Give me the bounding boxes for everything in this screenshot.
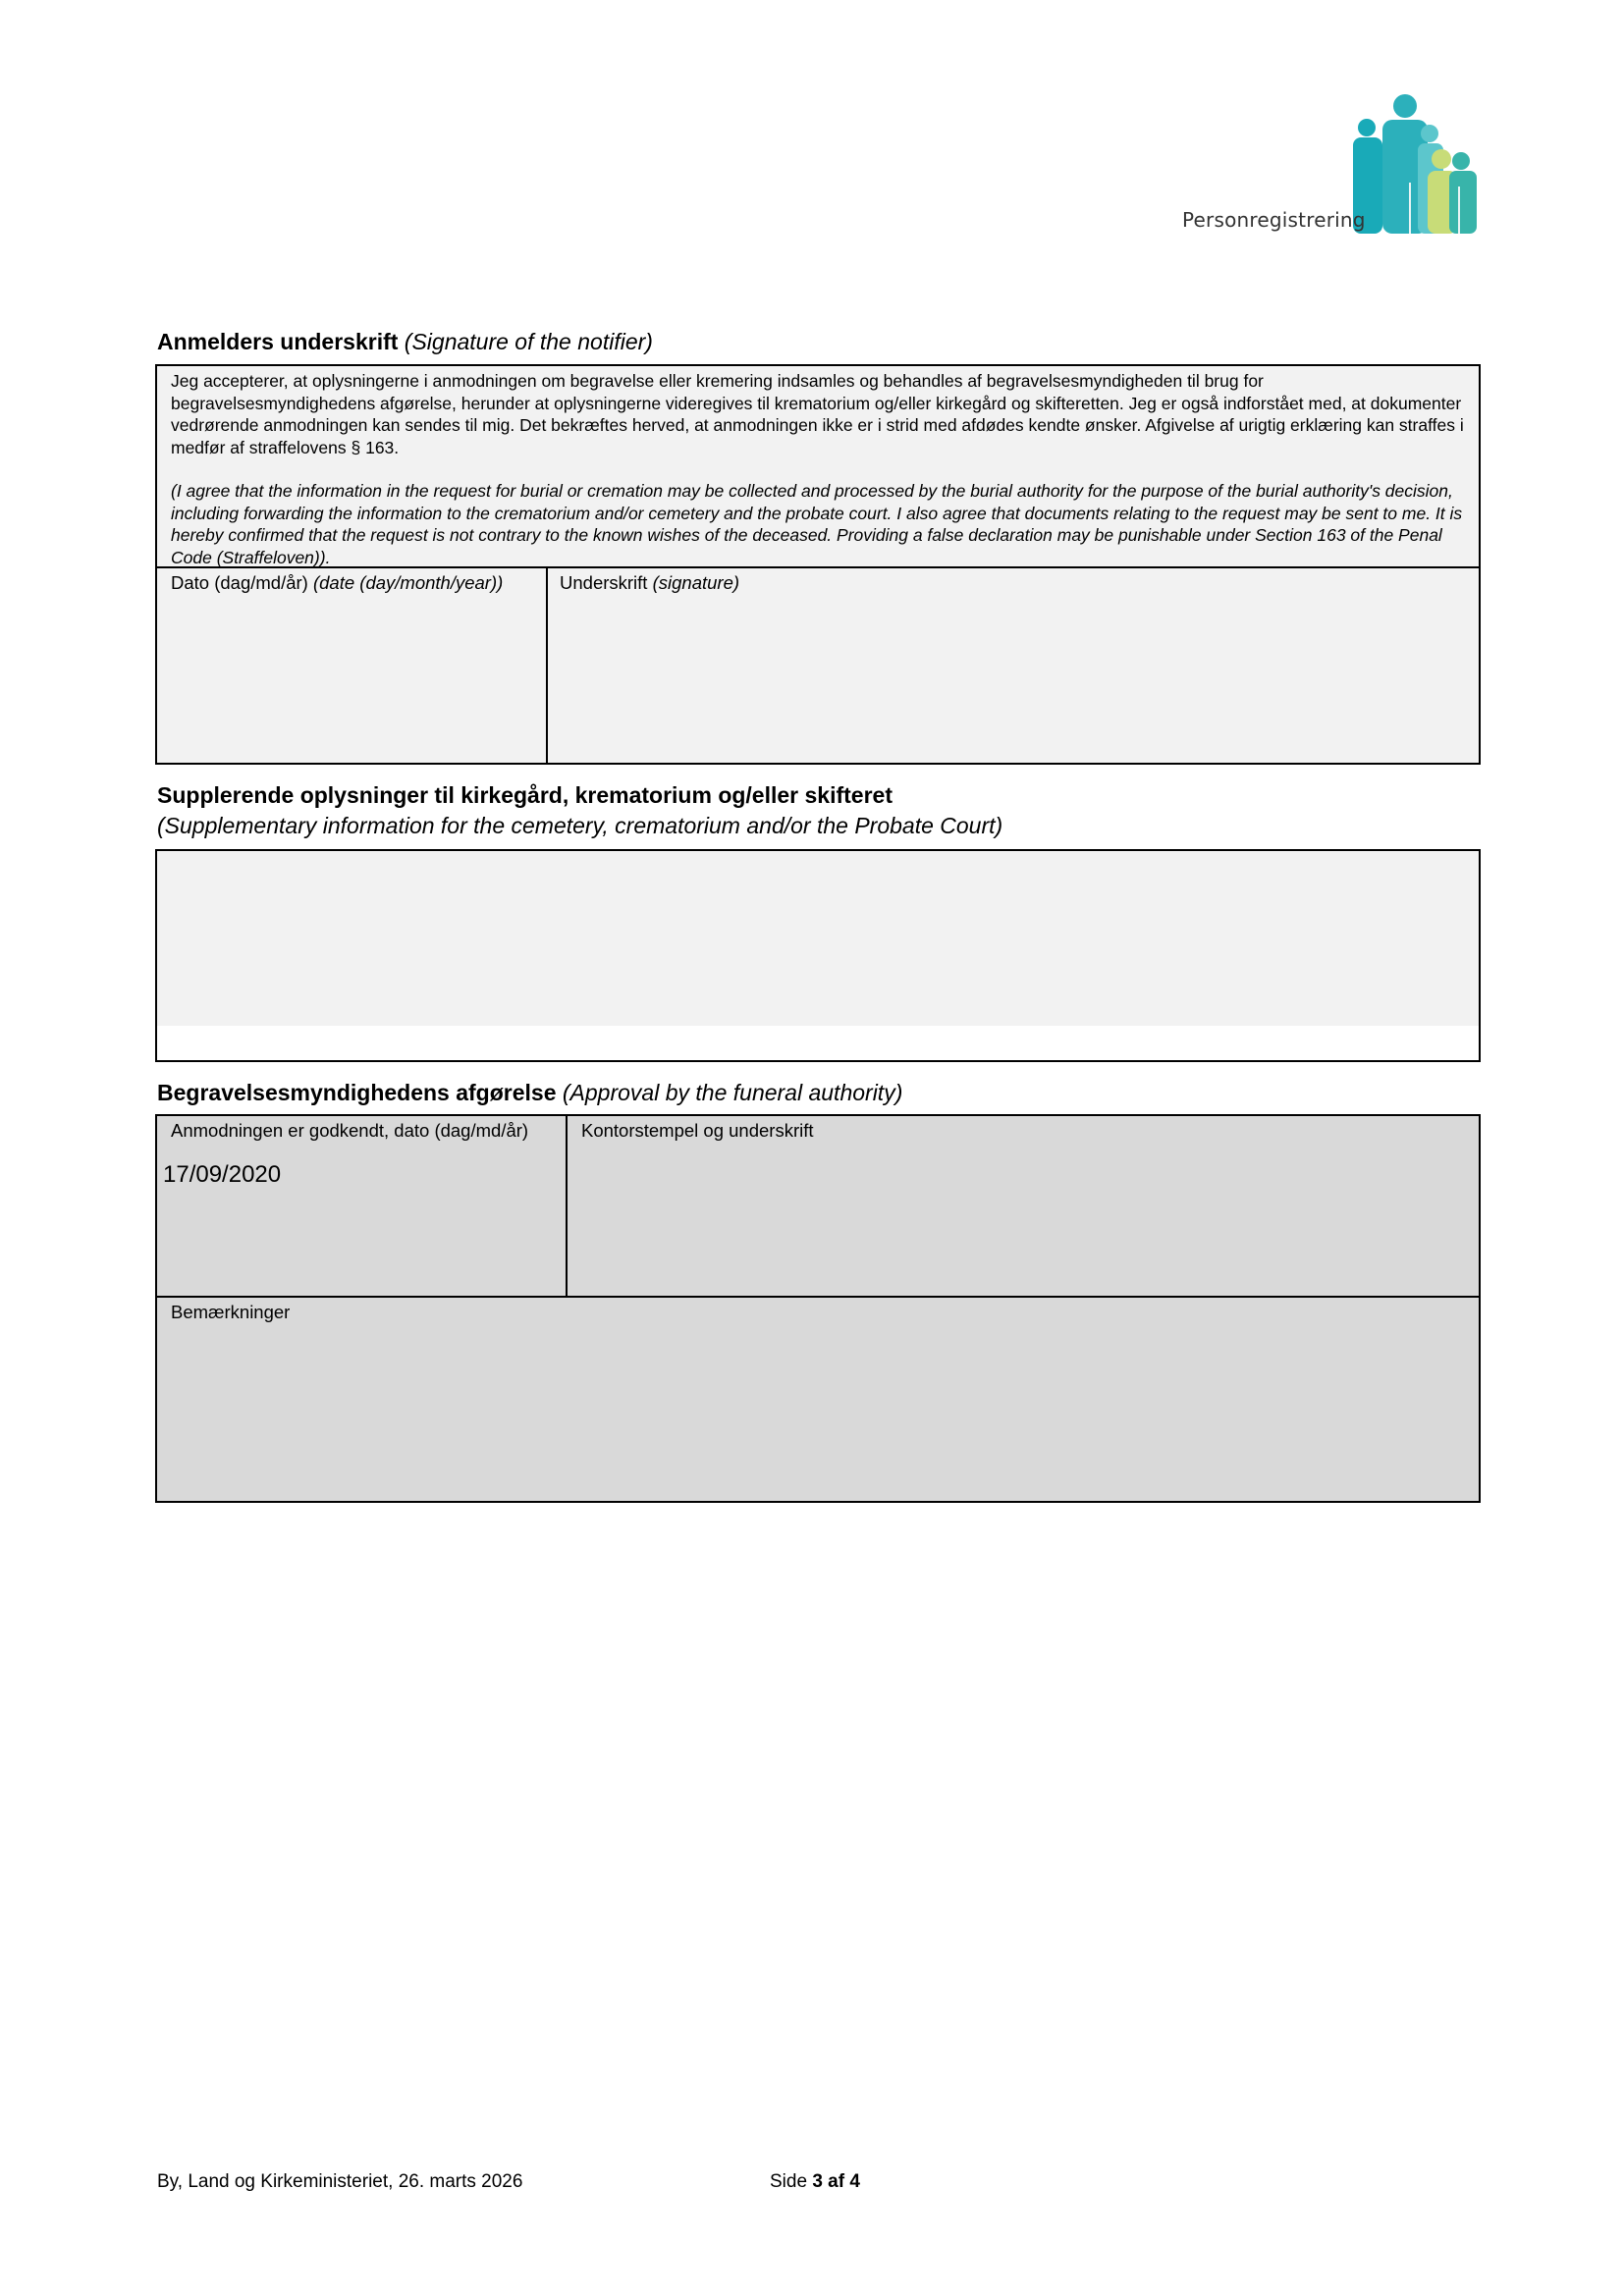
remarks-label: Bemærkninger	[171, 1302, 291, 1322]
approval-title-en: (Approval by the funeral authority)	[562, 1080, 903, 1105]
signature-field-label	[548, 568, 1479, 594]
approval-title-da: Begravelsesmyndighedens afgørelse	[157, 1080, 557, 1105]
consent-text-en: (I agree that the information in the request for burial or cremation may be collected and processed by the burial authority for the purpose of the burial authority's decision, including forwarding the information to the crematorium and/or cemetery and the probate court. I also agree that documents relating to the request may be sent to me. It is hereby confirmed that the request is not contrary to the known wishes of the deceased. Providing a false declaration may be punishable under Section 163 of the Penal Code (Straffeloven)).	[171, 481, 1463, 567]
footer-page-number	[770, 2171, 860, 2193]
date-label-en: (date (day/month/year))	[312, 572, 504, 593]
date-field[interactable]	[155, 566, 548, 765]
date-label-da: Dato (dag/md/år)	[171, 572, 308, 593]
consent-box	[155, 364, 1481, 568]
logo-text: Personregistrering	[1182, 208, 1366, 232]
page-of: af	[828, 2171, 845, 2192]
stamp-signature-label: Kontorstempel og underskrift	[581, 1120, 814, 1141]
signature-section-title	[157, 328, 653, 355]
footer-ministry-date: By, Land og Kirkeministeriet, 26. marts 2026	[157, 2171, 523, 2192]
approval-section-title	[157, 1079, 902, 1106]
stamp-signature-field[interactable]	[566, 1114, 1481, 1298]
date-field-label	[157, 568, 546, 594]
signature-section-title-en: (Signature of the notifier)	[404, 329, 653, 354]
personregistrering-logo	[1349, 94, 1479, 234]
supplementary-section-title	[157, 781, 893, 809]
remarks-field[interactable]	[155, 1296, 1481, 1503]
page-total: 4	[849, 2171, 860, 2192]
signature-field[interactable]	[546, 566, 1481, 765]
supplementary-title-en: (Supplementary information for the cemetery, crematorium and/or the Probate Court)	[157, 813, 1003, 838]
supplementary-section-subtitle	[157, 812, 1002, 839]
supplementary-title-da: Supplerende oplysninger til kirkegård, krematorium og/eller skifteret	[157, 782, 893, 808]
approval-date-value: 17/09/2020	[163, 1161, 282, 1188]
supplementary-info-fill	[157, 851, 1479, 1026]
approval-date-field[interactable]	[155, 1114, 568, 1298]
page-prefix: Side	[770, 2171, 808, 2192]
consent-text-da: Jeg accepterer, at oplysningerne i anmodningen om begravelse eller kremering indsamles og behandles af begravelsesmyndigheden til brug for begravelsesmyndighedens afgørelse, herunder at oplysningerne videregives til krematorium og/eller kirkegård og skifteretten. Jeg er også indforstået med, at dokumenter vedrørende anmodningen kan sendes til mig. Det bekræftes herved, at anmodningen ikke er i strid med afdødes kendte ønsker. Afgivelse af urigtig erklæring kan straffes i medfør af straffelovens § 163.	[171, 371, 1464, 457]
signature-label-da: Underskrift	[560, 572, 648, 593]
signature-section-title-da: Anmelders underskrift	[157, 329, 399, 354]
supplementary-info-field[interactable]	[155, 849, 1481, 1062]
approval-date-label: Anmodningen er godkendt, dato (dag/md/år)	[171, 1120, 529, 1141]
signature-label-en: (signature)	[652, 572, 740, 593]
page-current: 3	[812, 2171, 823, 2192]
